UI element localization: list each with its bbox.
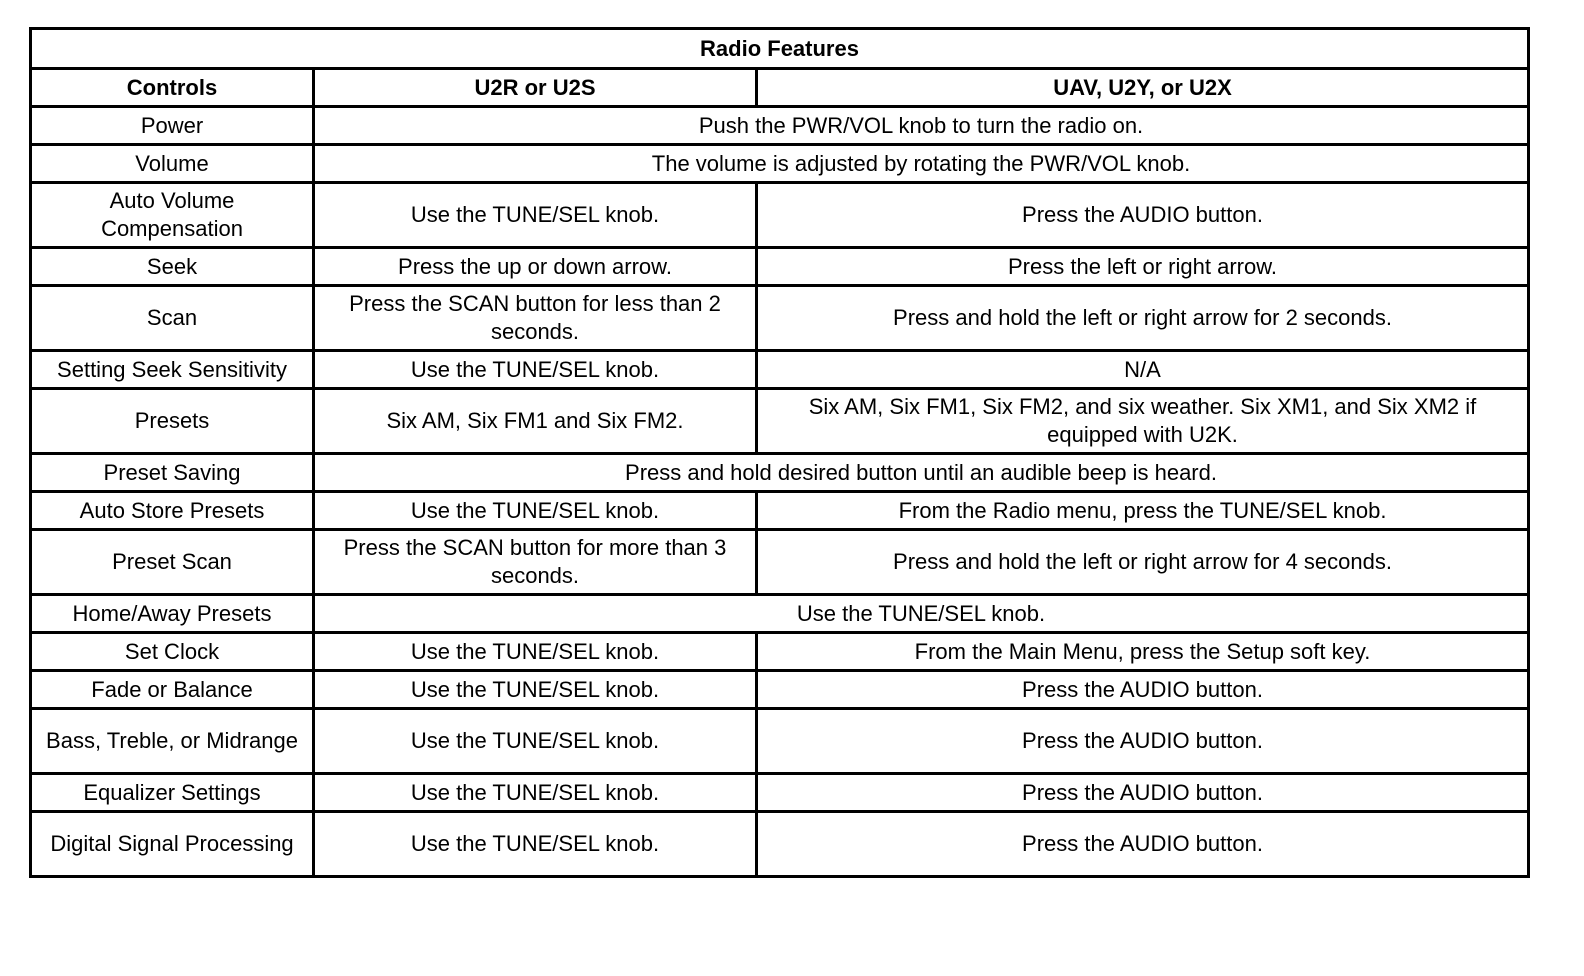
control-label: Scan <box>31 286 314 351</box>
uav-value: From the Radio menu, press the TUNE/SEL knob. <box>757 492 1529 530</box>
uav-value: Press the AUDIO button. <box>757 671 1529 709</box>
control-label: Preset Saving <box>31 454 314 492</box>
control-label: Volume <box>31 145 314 183</box>
control-label: Seek <box>31 248 314 286</box>
uav-value: Press the AUDIO button. <box>757 183 1529 248</box>
u2r-value: Press the SCAN button for more than 3 seconds. <box>314 530 757 595</box>
u2r-value: Use the TUNE/SEL knob. <box>314 709 757 774</box>
control-label: Auto Store Presets <box>31 492 314 530</box>
control-label: Preset Scan <box>31 530 314 595</box>
table-title: Radio Features <box>31 29 1529 69</box>
u2r-value: Press the SCAN button for less than 2 seconds. <box>314 286 757 351</box>
header-uav-u2y-u2x: UAV, U2Y, or U2X <box>757 69 1529 107</box>
header-u2r-u2s: U2R or U2S <box>314 69 757 107</box>
control-label: Home/Away Presets <box>31 595 314 633</box>
table-row <box>31 774 1529 812</box>
uav-value: Press the AUDIO button. <box>757 812 1529 877</box>
table-row <box>31 107 1529 145</box>
u2r-value: Six AM, Six FM1 and Six FM2. <box>314 389 757 454</box>
table-row <box>31 248 1529 286</box>
uav-value: Press the AUDIO button. <box>757 774 1529 812</box>
uav-value: Press the AUDIO button. <box>757 709 1529 774</box>
uav-value: Press and hold the left or right arrow for 2 seconds. <box>757 286 1529 351</box>
table-row <box>31 454 1529 492</box>
control-label: Presets <box>31 389 314 454</box>
shared-value: The volume is adjusted by rotating the PWR/VOL knob. <box>314 145 1529 183</box>
uav-value: Six AM, Six FM1, Six FM2, and six weather. Six XM1, and Six XM2 if equipped with U2K. <box>757 389 1529 454</box>
control-label: Digital Signal Processing <box>31 812 314 877</box>
table-row <box>31 595 1529 633</box>
table-row <box>31 812 1529 877</box>
table-row <box>31 389 1529 454</box>
u2r-value: Use the TUNE/SEL knob. <box>314 774 757 812</box>
shared-value: Use the TUNE/SEL knob. <box>314 595 1529 633</box>
table-row <box>31 709 1529 774</box>
u2r-value: Press the up or down arrow. <box>314 248 757 286</box>
uav-value: Press and hold the left or right arrow for 4 seconds. <box>757 530 1529 595</box>
table-row <box>31 633 1529 671</box>
control-label: Power <box>31 107 314 145</box>
table-row <box>31 145 1529 183</box>
uav-value: N/A <box>757 351 1529 389</box>
table-row <box>31 183 1529 248</box>
uav-value: From the Main Menu, press the Setup soft key. <box>757 633 1529 671</box>
control-label: Auto Volume Compensation <box>31 183 314 248</box>
table-row <box>31 492 1529 530</box>
control-label: Bass, Treble, or Midrange <box>31 709 314 774</box>
table-row <box>31 286 1529 351</box>
uav-value: Press the left or right arrow. <box>757 248 1529 286</box>
table-row <box>31 671 1529 709</box>
u2r-value: Use the TUNE/SEL knob. <box>314 812 757 877</box>
control-label: Set Clock <box>31 633 314 671</box>
u2r-value: Use the TUNE/SEL knob. <box>314 492 757 530</box>
u2r-value: Use the TUNE/SEL knob. <box>314 183 757 248</box>
u2r-value: Use the TUNE/SEL knob. <box>314 351 757 389</box>
control-label: Fade or Balance <box>31 671 314 709</box>
table-row <box>31 351 1529 389</box>
u2r-value: Use the TUNE/SEL knob. <box>314 633 757 671</box>
u2r-value: Use the TUNE/SEL knob. <box>314 671 757 709</box>
table-row <box>31 530 1529 595</box>
radio-features-table <box>29 27 1530 878</box>
control-label: Equalizer Settings <box>31 774 314 812</box>
shared-value: Push the PWR/VOL knob to turn the radio on. <box>314 107 1529 145</box>
shared-value: Press and hold desired button until an audible beep is heard. <box>314 454 1529 492</box>
control-label: Setting Seek Sensitivity <box>31 351 314 389</box>
header-controls: Controls <box>31 69 314 107</box>
